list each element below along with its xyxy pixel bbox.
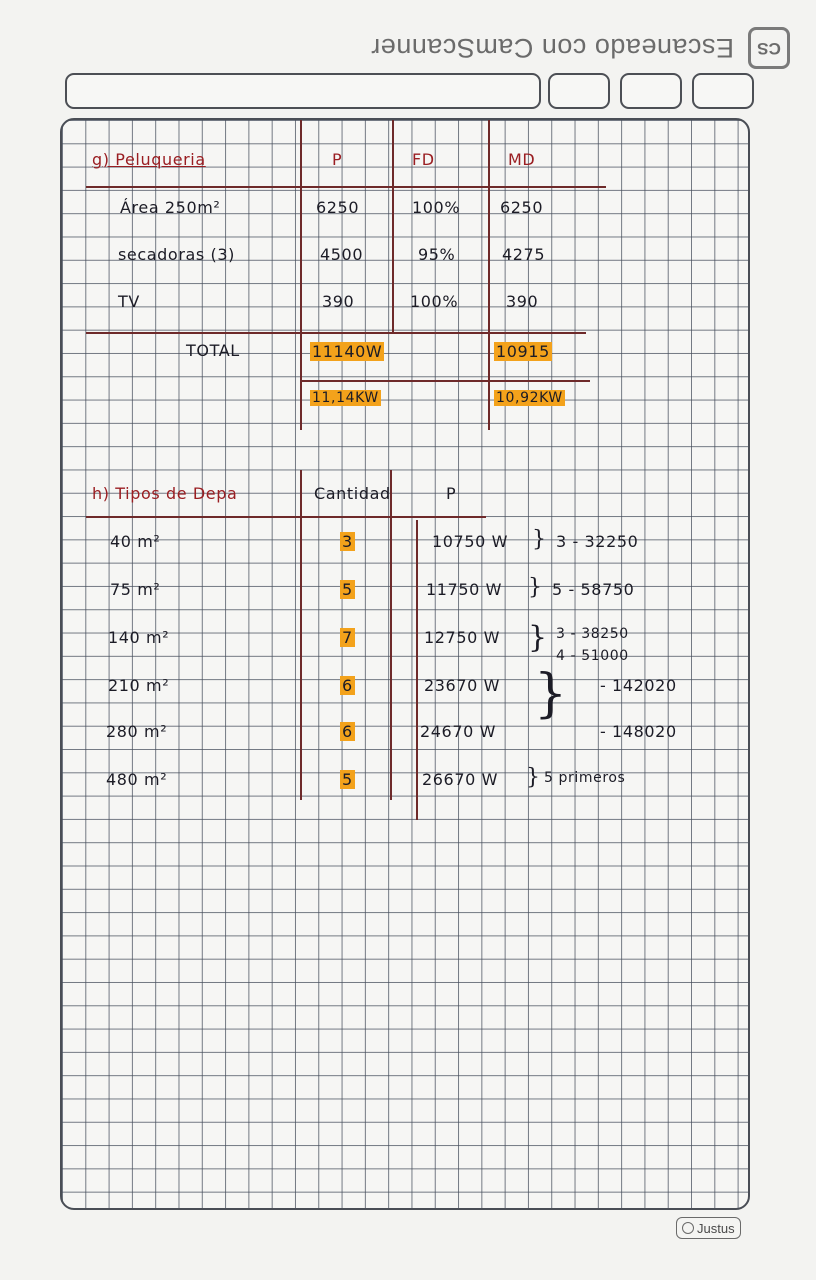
h-row-4-area: 210 m²: [108, 676, 170, 695]
g-total-md-w: 10915: [496, 342, 550, 361]
section-g-title: g) Peluqueria: [92, 150, 206, 169]
h-row-2-p: 11750 W: [426, 580, 503, 599]
h-header-cantidad: Cantidad: [314, 484, 391, 503]
g-col-divider-1: [300, 120, 302, 430]
h-row-2-area: 75 m²: [110, 580, 161, 599]
h-row-1-note: 3 - 32250: [556, 532, 639, 551]
h-row-3-note-2: 4 - 51000: [556, 648, 629, 664]
h-row-4-cantidad: 6: [342, 676, 353, 695]
g-col-divider-2: [392, 120, 394, 332]
h-row-1-brace-icon: }: [532, 527, 546, 552]
camscanner-logo-icon: CS: [748, 27, 790, 69]
g-row-3-fd: 100%: [410, 292, 459, 311]
h-row-1-cantidad: 3: [342, 532, 353, 551]
h-row-5-area: 280 m²: [106, 722, 168, 741]
h-row-5-note: - 148020: [600, 722, 677, 741]
h-header-rule: [86, 516, 486, 518]
h-row-4-note: - 142020: [600, 676, 677, 695]
g-row-1-name: Área 250m²: [120, 198, 221, 217]
h-row-2-note: 5 - 58750: [552, 580, 635, 599]
notebook-date-box-year: [692, 73, 754, 109]
h-col-divider-1: [300, 470, 302, 800]
h-row-1-area: 40 m²: [110, 532, 161, 551]
h-row-2-cantidad: 5: [342, 580, 353, 599]
h-header-p: P: [446, 484, 457, 503]
g-row-1-p: 6250: [316, 198, 360, 217]
g-total-md-kw: 10,92KW: [496, 390, 563, 406]
h-row-6-p: 26670 W: [422, 770, 499, 789]
g-header-rule: [86, 186, 606, 188]
notebook-header-field: [65, 73, 541, 109]
h-row-3-p: 12750 W: [424, 628, 501, 647]
h-row-3-brace-icon: }: [528, 620, 548, 655]
h-row-6-note: 5 primeros: [544, 770, 626, 786]
h-row-3-area: 140 m²: [108, 628, 170, 647]
grid-paper-sheet: [60, 118, 750, 1210]
notebook-date-box-month: [620, 73, 682, 109]
g-col-divider-3: [488, 120, 490, 430]
justus-mark-icon: [682, 1222, 694, 1234]
g-row-2-name: secadoras (3): [118, 245, 235, 264]
h-row-6-area: 480 m²: [106, 770, 168, 789]
g-header-p: P: [332, 150, 343, 169]
scanner-watermark: [360, 22, 790, 74]
h-row-3-note: 3 - 38250: [556, 626, 629, 642]
g-row-3-md: 390: [506, 292, 539, 311]
justus-logo-text: Justus: [697, 1220, 735, 1236]
g-row-3-p: 390: [322, 292, 355, 311]
g-header-md: MD: [508, 150, 536, 169]
h-col-divider-2: [390, 470, 392, 800]
g-row-2-p: 4500: [320, 245, 364, 264]
g-total-label: TOTAL: [186, 341, 240, 360]
notebook-date-box-day: [548, 73, 610, 109]
section-h-title: h) Tipos de Depa: [92, 484, 238, 503]
g-row-2-md: 4275: [502, 245, 546, 264]
g-total-top-rule: [86, 332, 586, 334]
h-row-5-p: 24670 W: [420, 722, 497, 741]
g-row-3-name: TV: [118, 292, 140, 311]
h-row-3-cantidad: 7: [342, 628, 353, 647]
g-row-2-fd: 95%: [418, 245, 456, 264]
justus-logo: [676, 1217, 741, 1239]
h-rows-4-5-brace-icon: }: [534, 664, 568, 724]
g-total-p-kw: 11,14KW: [312, 390, 379, 406]
h-row-2-brace-icon: }: [528, 575, 542, 600]
g-header-fd: FD: [412, 150, 435, 169]
scanner-text: Escaneado con CamScanner: [370, 33, 734, 64]
h-row-5-cantidad: 6: [342, 722, 353, 741]
g-total-p-w: 11140W: [312, 342, 383, 361]
h-row-6-brace-icon: }: [526, 765, 540, 790]
h-col-divider-3: [416, 520, 418, 820]
g-row-1-md: 6250: [500, 198, 544, 217]
h-row-6-cantidad: 5: [342, 770, 353, 789]
g-row-1-fd: 100%: [412, 198, 461, 217]
h-row-4-p: 23670 W: [424, 676, 501, 695]
g-total-mid-rule: [300, 380, 590, 382]
h-row-1-p: 10750 W: [432, 532, 509, 551]
